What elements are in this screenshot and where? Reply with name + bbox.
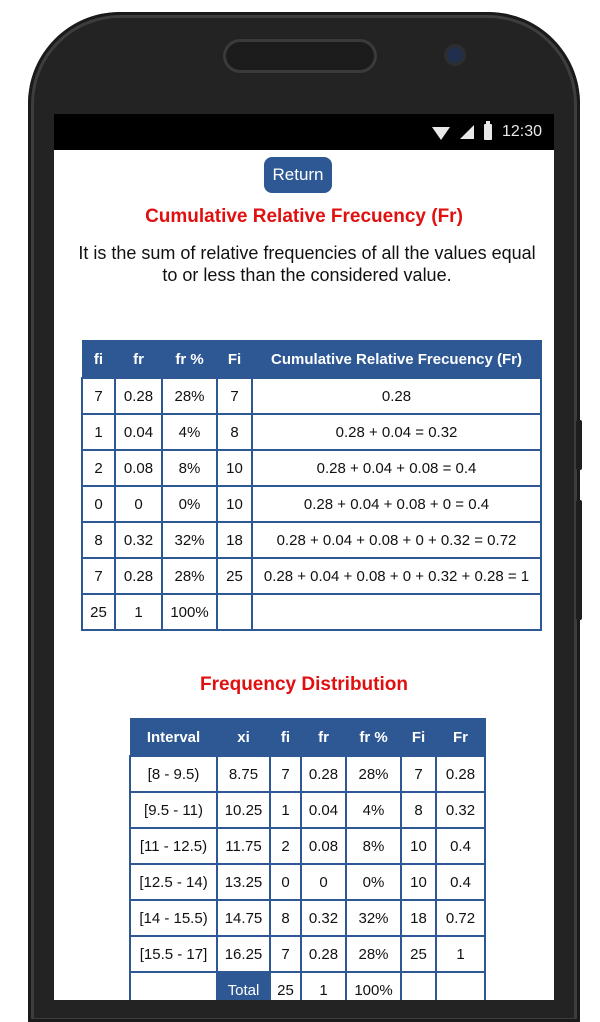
- table-cell: 8: [82, 522, 115, 558]
- table-cell: [14 - 15.5): [130, 900, 217, 936]
- table-cell: 28%: [162, 558, 217, 594]
- table-cell: 0%: [162, 486, 217, 522]
- table-cell: 11.75: [217, 828, 270, 864]
- table-cell: 10: [401, 864, 436, 900]
- table-cell: 25: [401, 936, 436, 972]
- column-header: Interval: [130, 719, 217, 757]
- table-cell: 0.32: [115, 522, 162, 558]
- table-cell: 1: [270, 792, 301, 828]
- table-cell: [8 - 9.5): [130, 756, 217, 792]
- status-time: 12:30: [501, 123, 542, 140]
- table-row: [82, 594, 541, 630]
- speaker-grille: [226, 42, 374, 70]
- table-cell: 4%: [346, 792, 401, 828]
- table-cell: 0: [301, 864, 346, 900]
- table-cell: 0.08: [115, 450, 162, 486]
- front-camera: [447, 47, 463, 63]
- wifi-icon: [432, 127, 450, 140]
- distribution-title: Frequency Distribution: [200, 674, 408, 695]
- table-row: [130, 828, 485, 864]
- table-cell: 0.28 + 0.04 + 0.08 + 0 + 0.32 + 0.28 = 1: [252, 558, 541, 594]
- table-cell: 18: [401, 900, 436, 936]
- table-cell: 0%: [346, 864, 401, 900]
- table-cell: 7: [82, 378, 115, 414]
- table-cell: 8%: [162, 450, 217, 486]
- cumulative-description: It is the sum of relative frequencies of all the values equal to or less than the considered value.: [78, 243, 536, 285]
- table-cell: 25: [270, 972, 301, 1000]
- column-header: Fi: [401, 719, 436, 757]
- table-cell: 14.75: [217, 900, 270, 936]
- table-header-row: [82, 341, 541, 379]
- table-cell: 2: [82, 450, 115, 486]
- table-cell: 7: [270, 756, 301, 792]
- table-row: [82, 558, 541, 594]
- table-cell: 8: [270, 900, 301, 936]
- volume-button: [576, 420, 582, 470]
- table-cell: 1: [115, 594, 162, 630]
- table-cell: 1: [436, 936, 485, 972]
- table-cell: 10: [217, 450, 252, 486]
- table-cell: 0.32: [301, 900, 346, 936]
- column-header: Cumulative Relative Frecuency (Fr): [252, 341, 541, 379]
- table-cell: 8.75: [217, 756, 270, 792]
- table-cell: 0.28: [436, 756, 485, 792]
- table-cell: 25: [82, 594, 115, 630]
- table-cell: 10: [401, 828, 436, 864]
- column-header: fr: [301, 719, 346, 757]
- table-cell: 0: [270, 864, 301, 900]
- table-cell: 7: [217, 378, 252, 414]
- table-cell: [15.5 - 17]: [130, 936, 217, 972]
- table-cell: 0.04: [301, 792, 346, 828]
- table-cell: 0.4: [436, 828, 485, 864]
- distribution-table: [129, 718, 486, 1000]
- table-cell: [130, 972, 217, 1000]
- table-cell: 8%: [346, 828, 401, 864]
- table-row: [130, 864, 485, 900]
- table-row: [82, 450, 541, 486]
- table-row: [82, 486, 541, 522]
- table-cell: 0: [115, 486, 162, 522]
- table-cell: 0.28: [115, 378, 162, 414]
- total-label: Total: [217, 972, 270, 1000]
- table-cell: 25: [217, 558, 252, 594]
- table-cell: 32%: [162, 522, 217, 558]
- table-cell: 0.28: [301, 756, 346, 792]
- table-row: [130, 756, 485, 792]
- table-cell: 4%: [162, 414, 217, 450]
- table-cell: [401, 972, 436, 1000]
- table-header-row: [130, 719, 485, 757]
- table-cell: 0.28: [252, 378, 541, 414]
- table-cell: [217, 594, 252, 630]
- table-cell: 32%: [346, 900, 401, 936]
- total-row: [130, 972, 485, 1000]
- table-cell: [436, 972, 485, 1000]
- table-cell: 0.28: [115, 558, 162, 594]
- table-cell: 13.25: [217, 864, 270, 900]
- table-row: [130, 900, 485, 936]
- screen: [54, 114, 554, 1000]
- column-header: fr: [115, 341, 162, 379]
- table-cell: 18: [217, 522, 252, 558]
- table-cell: 0.08: [301, 828, 346, 864]
- table-row: [82, 414, 541, 450]
- table-cell: 0.32: [436, 792, 485, 828]
- table-cell: [252, 594, 541, 630]
- table-cell: 100%: [162, 594, 217, 630]
- return-button[interactable]: Return: [264, 157, 332, 193]
- signal-icon: [460, 125, 474, 139]
- column-header: fi: [82, 341, 115, 379]
- table-cell: 0.28 + 0.04 = 0.32: [252, 414, 541, 450]
- table-cell: 0.28 + 0.04 + 0.08 + 0 + 0.32 = 0.72: [252, 522, 541, 558]
- table-cell: 7: [401, 756, 436, 792]
- table-row: [82, 378, 541, 414]
- battery-icon: [484, 124, 492, 140]
- table-row: [82, 522, 541, 558]
- table-cell: 2: [270, 828, 301, 864]
- cumulative-table: [81, 340, 542, 631]
- table-cell: 1: [82, 414, 115, 450]
- status-bar: [54, 114, 554, 150]
- table-row: [130, 792, 485, 828]
- table-row: [130, 936, 485, 972]
- column-header: xi: [217, 719, 270, 757]
- table-cell: 10.25: [217, 792, 270, 828]
- column-header: fr %: [346, 719, 401, 757]
- table-cell: 8: [217, 414, 252, 450]
- table-cell: 8: [401, 792, 436, 828]
- table-cell: 16.25: [217, 936, 270, 972]
- column-header: Fi: [217, 341, 252, 379]
- table-cell: 7: [82, 558, 115, 594]
- table-cell: 0.4: [436, 864, 485, 900]
- table-cell: 0.28: [301, 936, 346, 972]
- table-cell: [11 - 12.5): [130, 828, 217, 864]
- table-cell: 28%: [346, 756, 401, 792]
- column-header: fi: [270, 719, 301, 757]
- table-cell: 28%: [346, 936, 401, 972]
- column-header: fr %: [162, 341, 217, 379]
- table-cell: 10: [217, 486, 252, 522]
- table-cell: 0.28 + 0.04 + 0.08 = 0.4: [252, 450, 541, 486]
- cumulative-title: Cumulative Relative Frecuency (Fr): [145, 206, 463, 227]
- table-cell: 7: [270, 936, 301, 972]
- table-cell: 28%: [162, 378, 217, 414]
- power-button: [576, 500, 582, 620]
- table-cell: 0: [82, 486, 115, 522]
- table-cell: 0.28 + 0.04 + 0.08 + 0 = 0.4: [252, 486, 541, 522]
- table-cell: 1: [301, 972, 346, 1000]
- column-header: Fr: [436, 719, 485, 757]
- table-cell: 100%: [346, 972, 401, 1000]
- table-cell: 0.72: [436, 900, 485, 936]
- table-cell: 0.04: [115, 414, 162, 450]
- table-cell: [9.5 - 11): [130, 792, 217, 828]
- table-cell: [12.5 - 14): [130, 864, 217, 900]
